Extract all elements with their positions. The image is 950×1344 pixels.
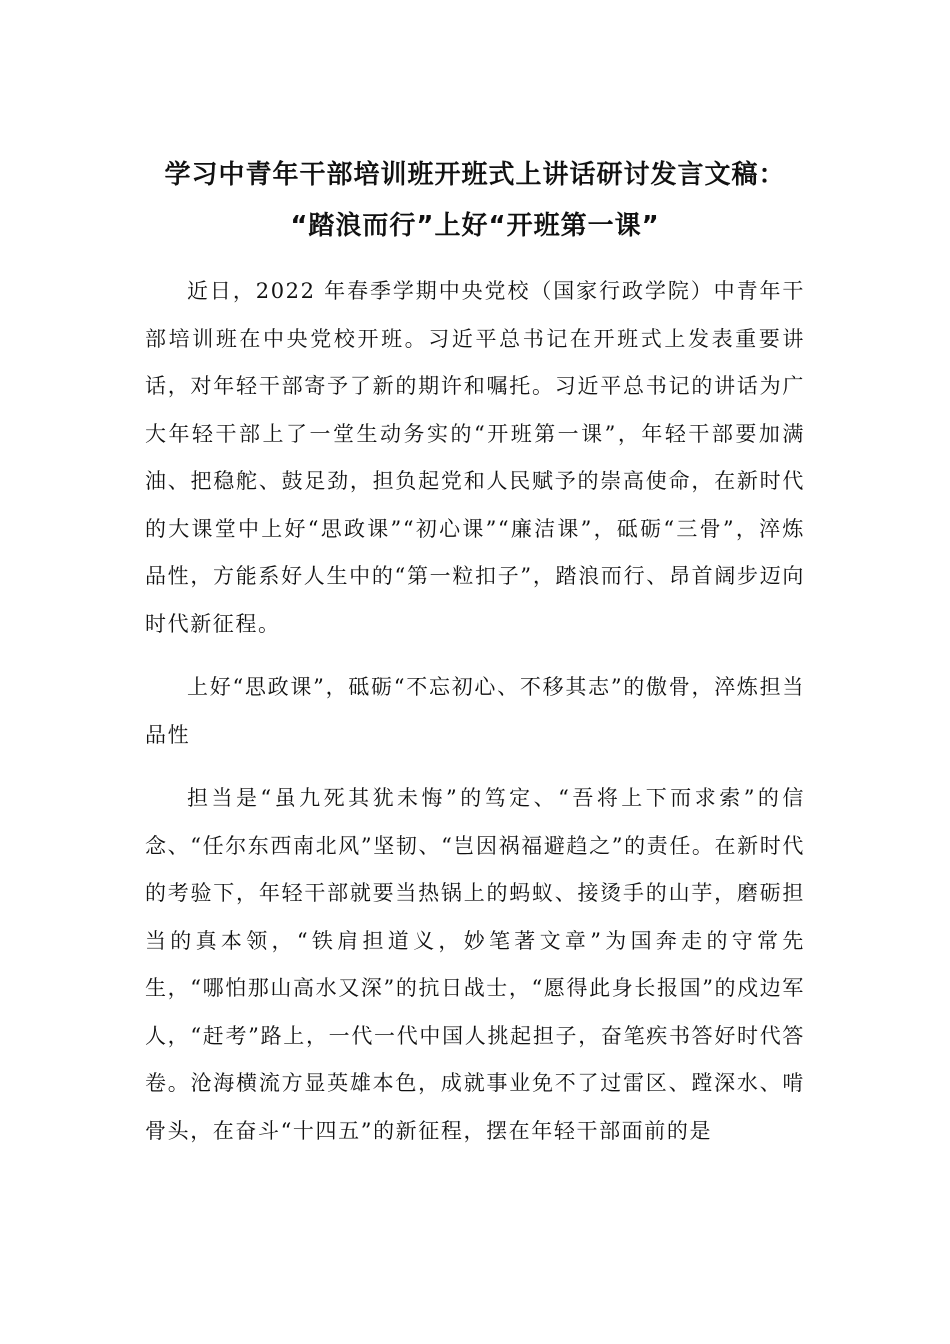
- paragraph-intro: 近日，2022 年春季学期中央党校（国家行政学院）中青年干部培训班在中央党校开班。习近平总书记在开班式上发表重要讲话，对年轻干部寄予了新的期许和嘱托。习近平总书记的讲话为广大年轻干部上了一堂生动务实的“开班第一课”，年轻干部要加满油、把稳舵、鼓足劲，担负起党和人民赋予的崇高使命，在新时代的大课堂中上好“思政课”“初心课”“廉洁课”，砥砺“三骨”，淬炼品性，方能系好人生中的“第一粒扣子”，踏浪而行、昂首阔步迈向时代新征程。: [145, 279, 805, 636]
- document-title-line1: 学习中青年干部培训班开班式上讲话研讨发言文稿：: [164, 160, 786, 190]
- section-heading: 上好“思政课”，砥砺“不忘初心、不移其志”的傲骨，淬炼担当品性: [145, 675, 805, 747]
- document-title-line2: “踏浪而行”上好“开班第一课”: [290, 211, 660, 241]
- paragraph-responsibility: 担当是“虽九死其犹未悔”的笃定、“吾将上下而求索”的信念、“任尔东西南北风”坚韧、“岂因祸福避趋之”的责任。在新时代的考验下，年轻干部就要当热锅上的蚂蚁、接烫手的山芋，磨砺担当的真本领，“铁肩担道义，妙笔著文章”为国奔走的守常先生，“哪怕那山高水又深”的抗日战士，“愿得此身长报国”的戍边军人，“赶考”路上，一代一代中国人挑起担子，奋笔疾书答好时代答卷。沧海横流方显英雄本色，成就事业免不了过雷区、蹚深水、啃骨头，在奋斗“十四五”的新征程，摆在年轻干部面前的是: [145, 786, 805, 1143]
- document-body: [145, 268, 805, 1155]
